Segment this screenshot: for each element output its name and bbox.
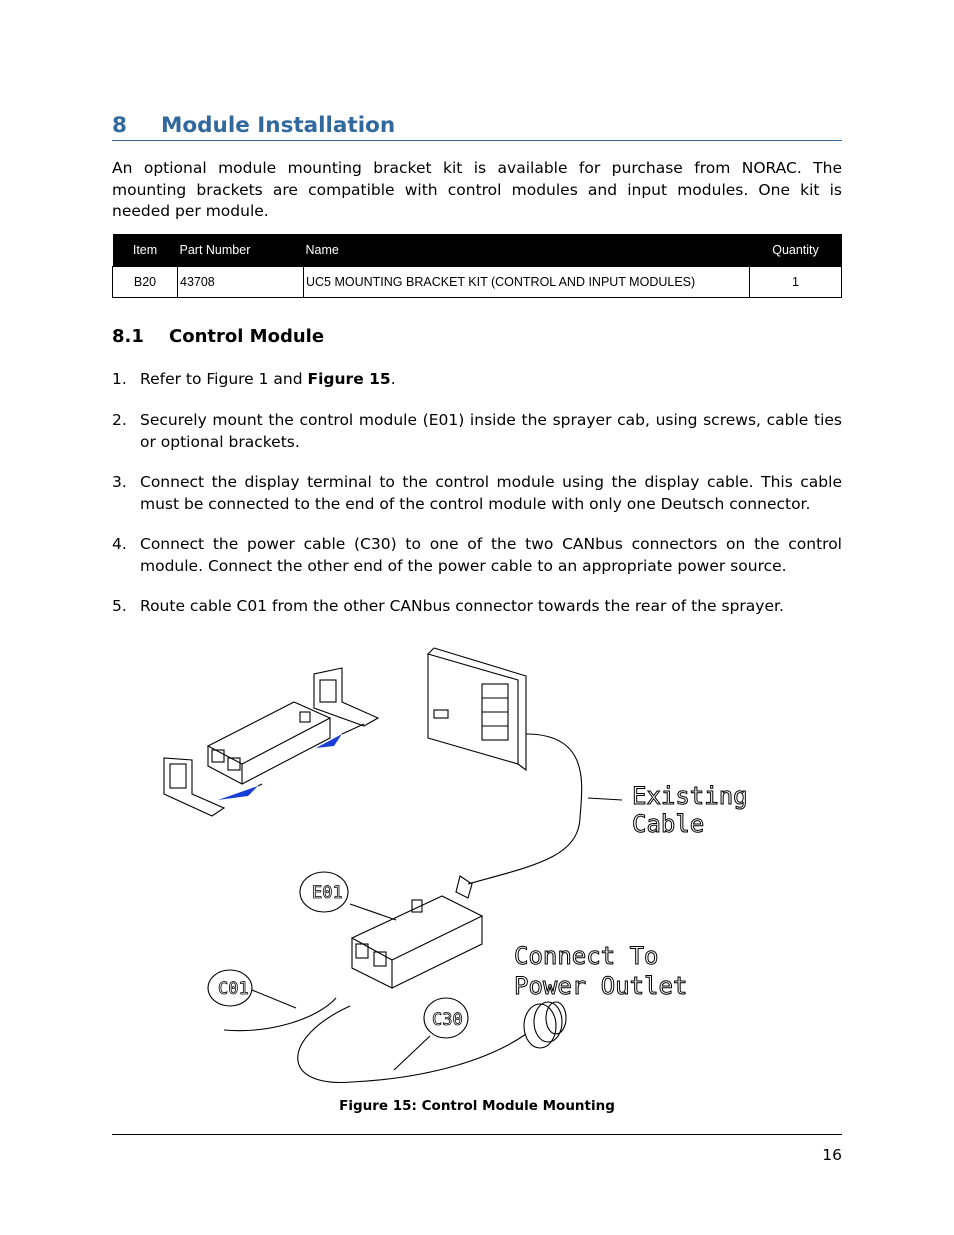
step-text: Route cable C01 from the other CANbus connector towards the rear of the sprayer. <box>140 597 784 615</box>
step-number: 4. <box>112 535 127 553</box>
header-part-number: Part Number <box>178 234 304 267</box>
step-text: Connect the power cable (C30) to one of the two CANbus connectors on the control module. Connect the other end of the power cable to an appropriate power source. <box>140 535 842 575</box>
step-1 <box>112 369 842 391</box>
step-number: 5. <box>112 597 127 615</box>
step-text: Securely mount the control module (E01) inside the sprayer cab, using screws, cable ties or optional brackets. <box>140 411 842 451</box>
step-text-plain: Refer to Figure 1 and <box>140 370 308 388</box>
display-terminal-illustration <box>428 648 526 770</box>
header-item: Item <box>113 234 178 267</box>
page-number: 16 <box>822 1146 842 1164</box>
cell-quantity: 1 <box>750 267 842 298</box>
step-number: 2. <box>112 411 127 429</box>
cell-name: UC5 MOUNTING BRACKET KIT (CONTROL AND INPUT MODULES) <box>304 267 750 298</box>
existing-cable-label-line2: Cable <box>632 810 705 838</box>
cell-part-number: 43708 <box>178 267 304 298</box>
existing-cable-label-line1: Existing <box>632 782 748 810</box>
table-header-row <box>113 234 842 267</box>
figure-reference: Figure 15 <box>307 370 391 388</box>
subsection-title: Control Module <box>169 326 325 347</box>
bracket-arrow-left <box>218 786 258 800</box>
control-module-mounting-figure <box>112 638 842 1088</box>
step-2 <box>112 410 842 453</box>
header-name: Name <box>304 234 750 267</box>
parts-table <box>112 234 842 298</box>
intro-paragraph: An optional module mounting bracket kit is available for purchase from NORAC. The mounting brackets are compatible with control modules and input modules. One kit is needed per module. <box>112 159 842 220</box>
c30-label: C30 <box>432 1010 463 1030</box>
section-title: Module Installation <box>161 113 396 138</box>
step-text-end: . <box>390 370 396 388</box>
cell-item: B20 <box>113 267 178 298</box>
section-number: 8 <box>112 113 127 138</box>
step-text <box>140 369 842 391</box>
step-text: Connect the display terminal to the control module using the display cable. This cable must be connected to the end of the control module with only one Deutsch connector. <box>140 473 842 513</box>
c01-label: C01 <box>218 979 249 999</box>
power-connector-illustration <box>524 1002 566 1048</box>
c30-power-cable <box>298 1006 526 1082</box>
bracket-arrow-right-line <box>342 724 364 734</box>
step-4 <box>112 534 842 577</box>
bracket-arrow-left-line <box>258 784 262 786</box>
display-cable <box>468 734 582 884</box>
step-5 <box>112 596 842 618</box>
step-number: 1. <box>112 370 127 388</box>
bracket-arrow-right <box>316 734 342 748</box>
figure-caption: Figure 15: Control Module Mounting <box>339 1098 615 1114</box>
e01-label: E01 <box>312 883 343 903</box>
connect-to-label: Connect To <box>514 942 659 970</box>
power-outlet-label: Power Outlet <box>514 972 688 1000</box>
footer-divider <box>112 1134 842 1135</box>
section-heading <box>112 112 842 141</box>
header-quantity: Quantity <box>750 234 842 267</box>
cable-connector <box>456 876 472 898</box>
step-3 <box>112 472 842 515</box>
subsection-number: 8.1 <box>112 326 144 347</box>
bracket-module-illustration <box>164 668 378 816</box>
c01-cable <box>224 998 336 1031</box>
table-row <box>113 267 842 298</box>
control-module-e01-illustration <box>352 896 482 988</box>
step-number: 3. <box>112 473 127 491</box>
